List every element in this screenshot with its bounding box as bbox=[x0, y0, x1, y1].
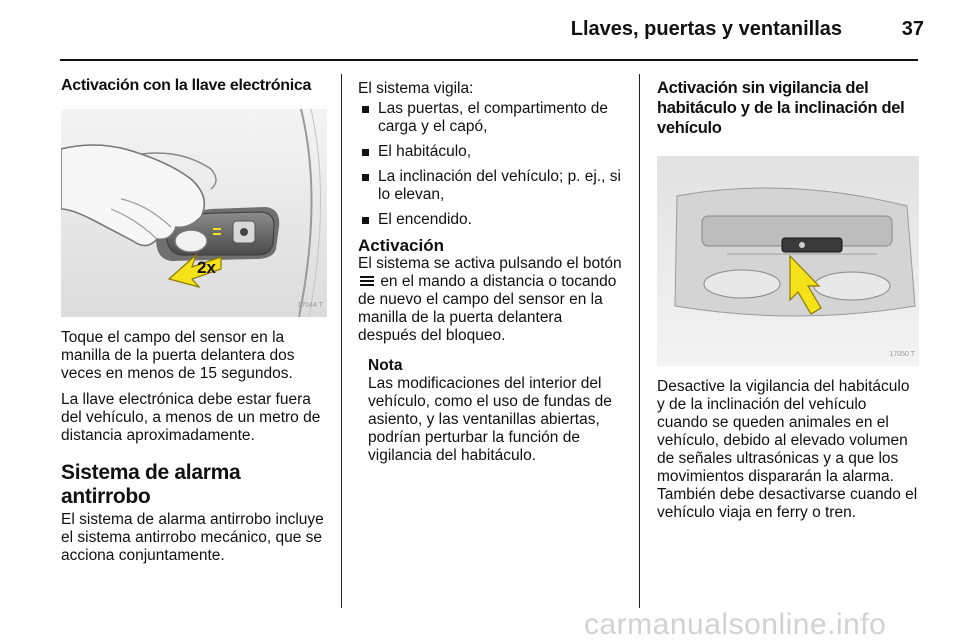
figure-code: 17044 T bbox=[297, 302, 323, 309]
list-item: El habitáculo, bbox=[358, 143, 624, 161]
section-heading-alarm-system: Sistema de alarma antirrobo bbox=[61, 461, 241, 508]
watermark: carmanualsonline.info bbox=[584, 608, 887, 641]
note-title: Nota bbox=[368, 357, 403, 374]
section-heading-activation: Activación bbox=[358, 236, 444, 255]
paragraph-system-monitors: El sistema vigila: bbox=[358, 80, 474, 97]
paragraph-touch-sensor: Toque el campo del sensor en la manilla de la puerta delantera dos veces en menos de 15 segundos. bbox=[61, 329, 295, 382]
figure-door-handle bbox=[61, 109, 327, 317]
column-3 bbox=[657, 70, 919, 522]
paragraph-key-outside: La llave electrónica debe estar fuera del vehículo, a menos de un metro de distancia aproximadamente. bbox=[61, 391, 321, 444]
column-divider-1 bbox=[341, 74, 342, 608]
paragraph-alarm-includes: El sistema de alarma antirrobo incluye el sistema antirrobo mecánico, que se acciona conjuntamente. bbox=[61, 511, 324, 564]
list-item: La inclinación del vehículo; p. ej., si lo elevan, bbox=[358, 168, 624, 204]
section-heading-electronic-key: Activación con la llave electrónica bbox=[61, 77, 312, 94]
activation-text-before: El sistema se activa pulsando el botón bbox=[358, 255, 622, 272]
note-text: Las modificaciones del interior del vehículo, como el uso de fundas de asiento, y las ventanillas abiertas, podrían perturbar la función de vigilancia del habitáculo. bbox=[368, 375, 612, 464]
overhead-console-button-illustration bbox=[657, 156, 919, 366]
column-divider-2 bbox=[639, 74, 640, 608]
figure-code: 17050 T bbox=[889, 351, 915, 358]
section-heading-deactivate-monitoring: Activación sin vigilancia del habitáculo y de la inclinación del vehículo bbox=[657, 79, 905, 137]
figure-overhead-console bbox=[657, 156, 919, 366]
note-block bbox=[368, 357, 624, 465]
column-1 bbox=[61, 70, 329, 565]
paragraph-activation bbox=[358, 255, 624, 345]
list-item: El encendido. bbox=[358, 211, 624, 229]
activation-text-after: en el mando a distancia o tocando de nuevo el campo del sensor en la manilla de la puerta delantera después del bloqueo. bbox=[358, 273, 617, 344]
page-number: 37 bbox=[901, 18, 924, 40]
monitored-items-list bbox=[358, 100, 624, 229]
header-divider bbox=[60, 59, 918, 61]
paragraph-deactivate: Desactive la vigilancia del habitáculo y de la inclinación del vehículo cuando se queden animales en el vehículo, debido al elevado volumen de señales ultrasónicas y a que los movimientos dispararán la alarma. También debe desactivarse cuando el vehículo viaja en ferry o tren. bbox=[657, 378, 918, 521]
door-handle-sensor-press-illustration bbox=[61, 109, 327, 317]
lock-icon bbox=[360, 276, 374, 286]
press-twice-label: 2x bbox=[197, 258, 216, 277]
list-item: Las puertas, el compartimento de carga y el capó, bbox=[358, 100, 624, 136]
column-2 bbox=[358, 80, 624, 465]
page-header-title: Llaves, puertas y ventanillas bbox=[570, 18, 842, 40]
